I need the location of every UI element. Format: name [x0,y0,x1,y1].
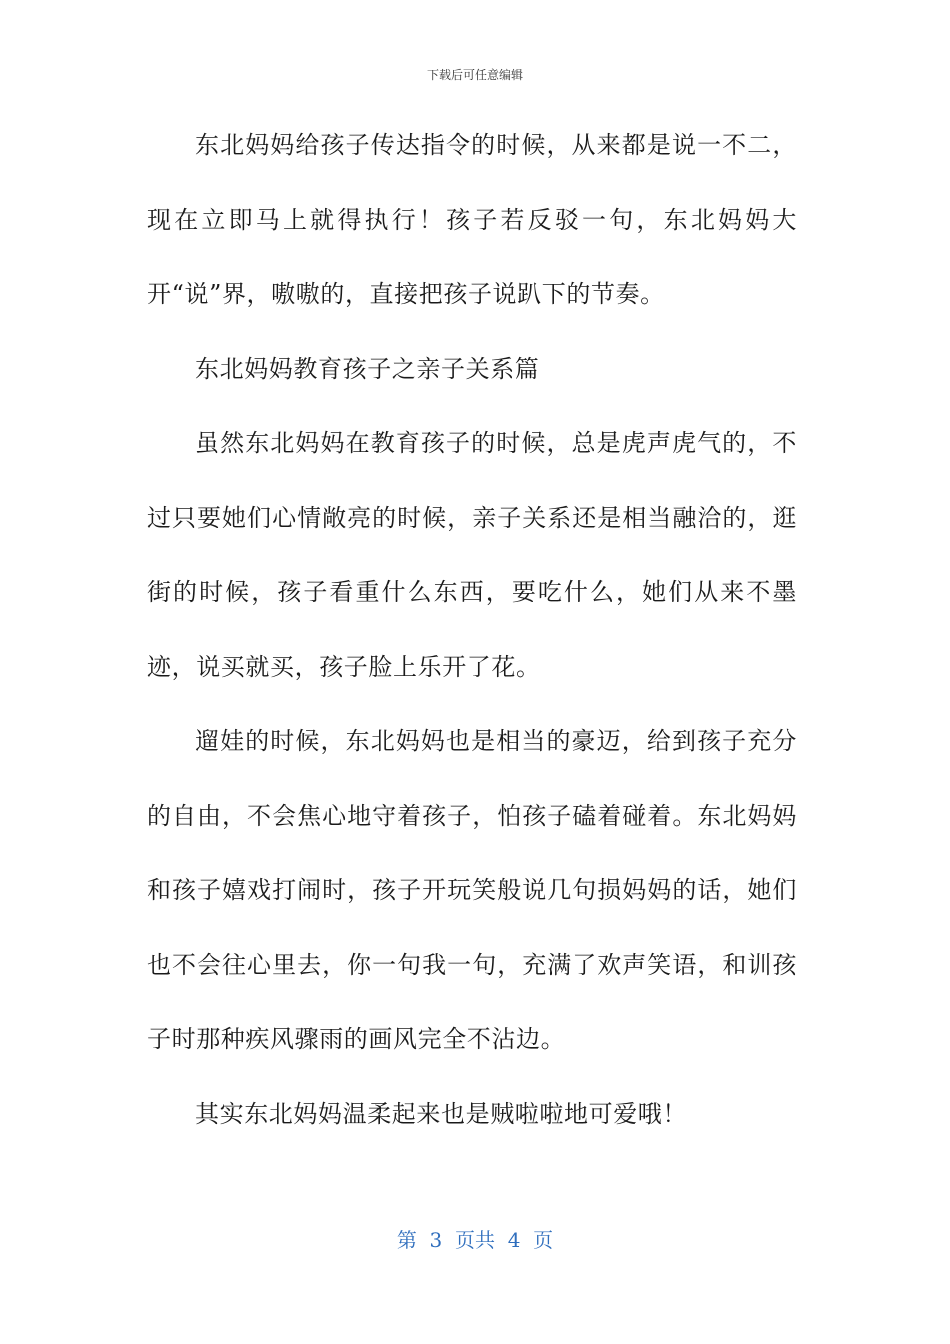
paragraph-4: 其实东北妈妈温柔起来也是贼啦啦地可爱哦！ [195,1099,687,1128]
paragraph-3: 遛娃的时候，东北妈妈也是相当的豪迈，给到孩子充分的自由，不会焦心地守着孩子，怕孩子磕着碰着。东北妈妈和孩子嬉戏打闹时，孩子开玩笑般说几句损妈妈的话，她们也不会往心里去，你一句我一句，充满了欢声笑语，和训孩子时那种疾风骤雨的画风完全不沾边。 [147,727,797,1053]
page-footer: 第 3 页共 4 页 [396,1228,554,1252]
paragraph-1: 东北妈妈给孩子传达指令的时候，从来都是说一不二，现在立即马上就得执行！孩子若反驳一句，东北妈妈大开“说”界，嗷嗷的，直接把孩子说趴下的节奏。 [147,131,797,308]
page-header: 下载后可任意编辑 [426,68,523,82]
document-body [147,108,797,1151]
section-heading: 东北妈妈教育孩子之亲子关系篇 [195,354,540,383]
paragraph-2: 虽然东北妈妈在教育孩子的时候，总是虎声虎气的，不过只要她们心情敞亮的时候，亲子关系还是相当融洽的，逛街的时候，孩子看重什么东西，要吃什么，她们从来不墨迹，说买就买，孩子脸上乐开了花。 [147,429,797,681]
